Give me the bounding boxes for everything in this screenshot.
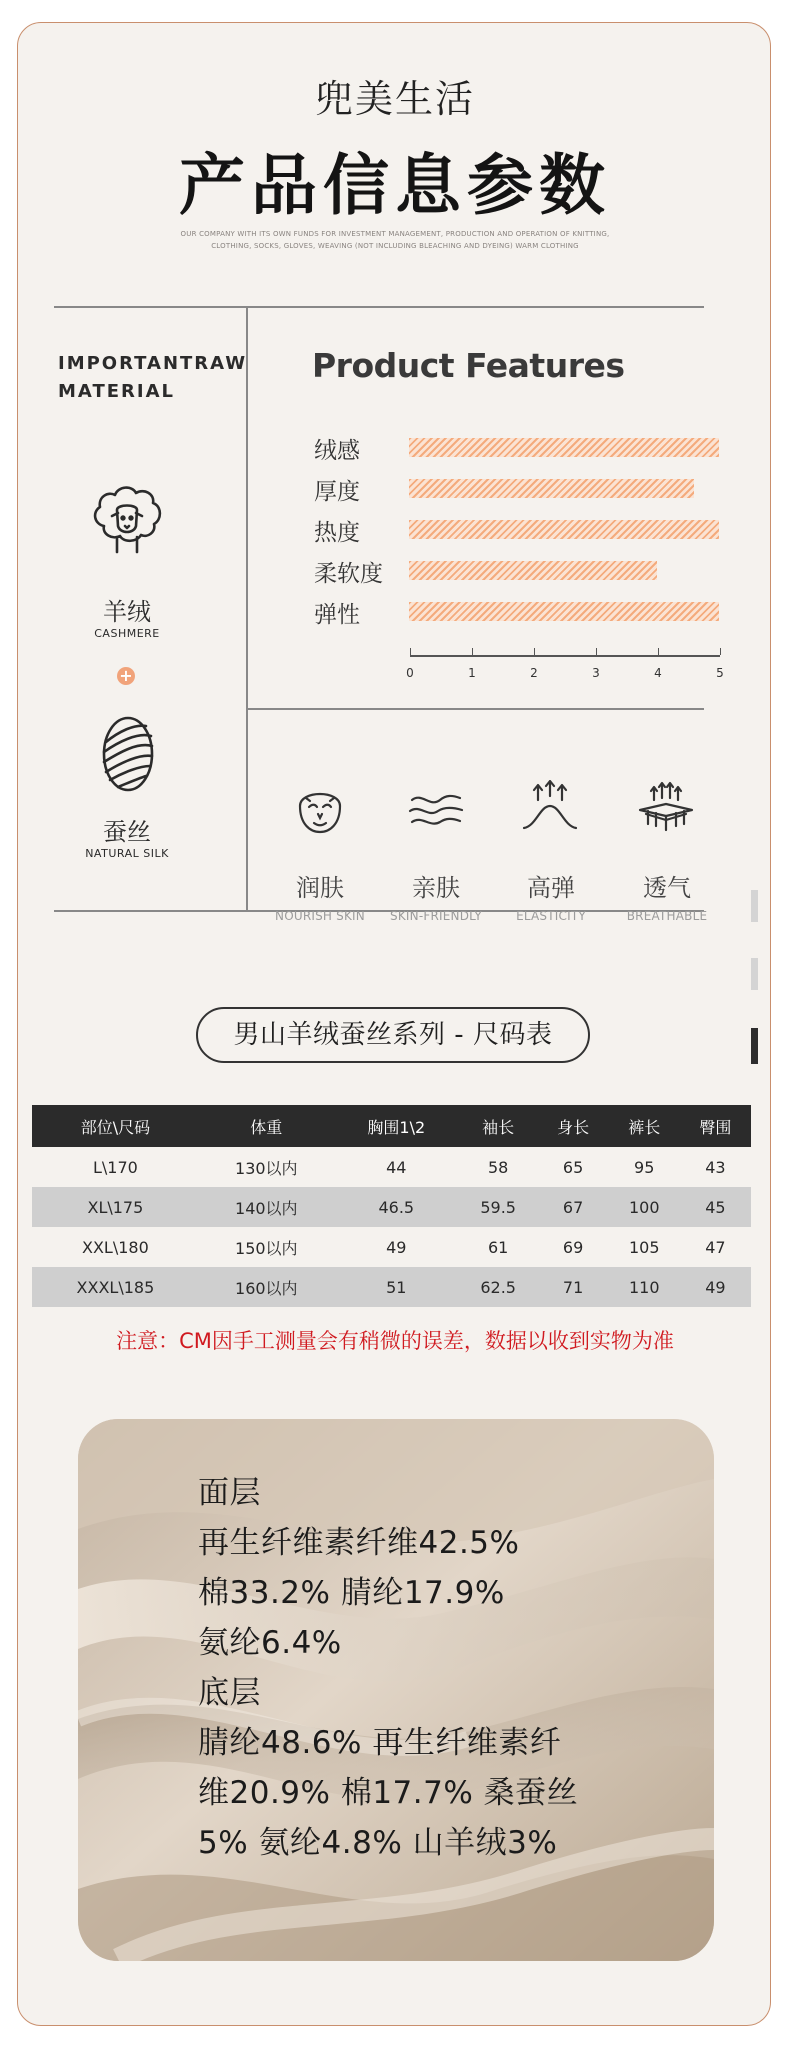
size-header-cell: 裤长: [609, 1105, 680, 1147]
size-cell: 49: [386, 1237, 407, 1257]
x-tick-label: 2: [530, 666, 538, 680]
breathable-fabric-icon: [636, 780, 696, 836]
feature-label: 厚度: [314, 479, 360, 505]
composition-line: 维20.9% 棉17.7% 桑蚕丝: [198, 1775, 579, 1811]
x-tick-label: 0: [406, 666, 414, 680]
divider-top: [54, 306, 704, 308]
composition-text: [198, 1468, 658, 1868]
plus-icon: +: [117, 667, 135, 685]
size-cell: 71: [538, 1267, 609, 1307]
feature-bar: [409, 520, 719, 539]
size-cell: 61: [487, 1237, 509, 1257]
composition-line: 氨纶6.4%: [198, 1625, 342, 1661]
face-mask-icon: [292, 780, 348, 836]
page-title: 产品信息参数: [179, 147, 611, 224]
property-breathable: 透气 BREATHABLE: [626, 874, 708, 923]
size-cell: 130以内: [235, 1158, 298, 1178]
feature-bar: [409, 479, 694, 498]
feature-bar: [409, 438, 719, 457]
size-header-cell: 部位\尺码: [32, 1105, 199, 1147]
table-row: [32, 1227, 751, 1267]
size-table-title: 男山羊绒蚕丝系列 - 尺码表: [196, 1007, 590, 1063]
scroll-indicator-active[interactable]: [751, 1028, 758, 1064]
feature-label: 弹性: [314, 602, 360, 628]
size-cell: XL\175: [32, 1187, 199, 1227]
page-subtitle: OUR COMPANY WITH ITS OWN FUNDS FOR INVESTMENT MANAGEMENT, PRODUCTION AND OPERATION OF KNITTING, CLOTHING, SOCKS, GLOVES, WEAVING (NOT INCLUDING BLEACHING AND DYEING) WARM CLOTHING: [180, 230, 610, 250]
size-cell: XXXL\185: [32, 1267, 199, 1307]
property-elasticity: 高弹 ELASTICITY: [516, 874, 586, 923]
size-header-cell: 体重: [199, 1105, 334, 1147]
size-header-cell: 臀围: [680, 1105, 751, 1147]
size-cell: 43: [705, 1157, 726, 1177]
wave-lines-icon: [406, 780, 466, 836]
size-cell: 100: [609, 1187, 680, 1227]
elastic-arc-icon: [520, 780, 580, 836]
feature-bar: [409, 561, 657, 580]
x-tick: [596, 648, 598, 655]
x-tick-label: 1: [468, 666, 476, 680]
composition-line: 底层: [198, 1675, 261, 1711]
size-cell: XXL\180: [82, 1237, 149, 1257]
size-cell: 58: [487, 1157, 509, 1177]
size-cell: 105: [628, 1237, 660, 1257]
property-skin-friendly: 亲肤 SKIN-FRIENDLY: [390, 874, 482, 923]
x-axis: [410, 655, 720, 657]
scroll-indicator-2[interactable]: [751, 958, 758, 990]
size-cell: 67: [538, 1187, 609, 1227]
material-sub-cashmere: CASHMERE: [94, 627, 160, 640]
feature-label: 绒感: [314, 438, 360, 464]
material-heading: IMPORTANTRAW MATERIAL: [58, 353, 248, 402]
composition-line: 腈纶48.6% 再生纤维素纤: [198, 1725, 562, 1761]
composition-line: 棉33.2% 腈纶17.9%: [198, 1575, 505, 1611]
composition-line: 再生纤维素纤维42.5%: [198, 1525, 520, 1561]
size-cell: 150以内: [235, 1238, 298, 1258]
x-tick-label: 4: [654, 666, 662, 680]
size-header-cell: 胸围1\2: [334, 1105, 459, 1147]
composition-line: 面层: [198, 1475, 261, 1511]
size-header-cell: 袖长: [459, 1105, 538, 1147]
x-tick-label: 5: [716, 666, 724, 680]
x-tick: [534, 648, 536, 655]
size-cell: 59.5: [459, 1187, 538, 1227]
table-row: [32, 1267, 751, 1307]
size-table-header: [32, 1105, 751, 1147]
size-cell: 47: [705, 1237, 726, 1257]
divider-middle: [247, 708, 704, 710]
property-nourish: 润肤 NOURISH SKIN: [275, 874, 365, 923]
material-name-silk: 蚕丝: [103, 818, 151, 846]
feature-label: 柔软度: [314, 561, 383, 587]
size-cell: 49: [680, 1267, 751, 1307]
x-tick: [720, 648, 722, 655]
size-cell: 44: [386, 1157, 407, 1177]
x-tick: [472, 648, 474, 655]
size-table: [32, 1105, 751, 1307]
size-cell: 160以内: [199, 1267, 334, 1307]
size-cell: 140以内: [199, 1187, 334, 1227]
feature-bar: [409, 602, 719, 621]
scroll-indicator-1[interactable]: [751, 890, 758, 922]
silk-cocoon-icon: [98, 714, 158, 794]
size-cell: 46.5: [334, 1187, 459, 1227]
size-cell: 69: [562, 1237, 584, 1257]
composition-line: 5% 氨纶4.8% 山羊绒3%: [198, 1825, 558, 1861]
size-cell: 51: [334, 1267, 459, 1307]
size-header-cell: 身长: [538, 1105, 609, 1147]
divider-bottom: [54, 910, 704, 912]
x-tick: [658, 648, 660, 655]
features-title: Product Features: [312, 346, 625, 385]
size-cell: 45: [680, 1187, 751, 1227]
table-row: [32, 1147, 751, 1187]
size-cell: L\170: [92, 1157, 138, 1177]
size-cell: 95: [634, 1157, 655, 1177]
table-row: [32, 1187, 751, 1227]
feature-label: 热度: [314, 520, 360, 546]
size-cell: 62.5: [459, 1267, 538, 1307]
size-cell: 65: [562, 1157, 584, 1177]
material-name-cashmere: 羊绒: [103, 598, 151, 626]
x-tick: [410, 648, 412, 655]
material-sub-silk: NATURAL SILK: [85, 847, 169, 860]
sheep-icon: [84, 480, 170, 560]
measurement-note: 注意：CM因手工测量会有稍微的误差，数据以收到实物为准: [116, 1329, 674, 1353]
x-tick-label: 3: [592, 666, 600, 680]
size-cell: 110: [609, 1267, 680, 1307]
brand-logo: 兜美生活: [314, 77, 475, 121]
